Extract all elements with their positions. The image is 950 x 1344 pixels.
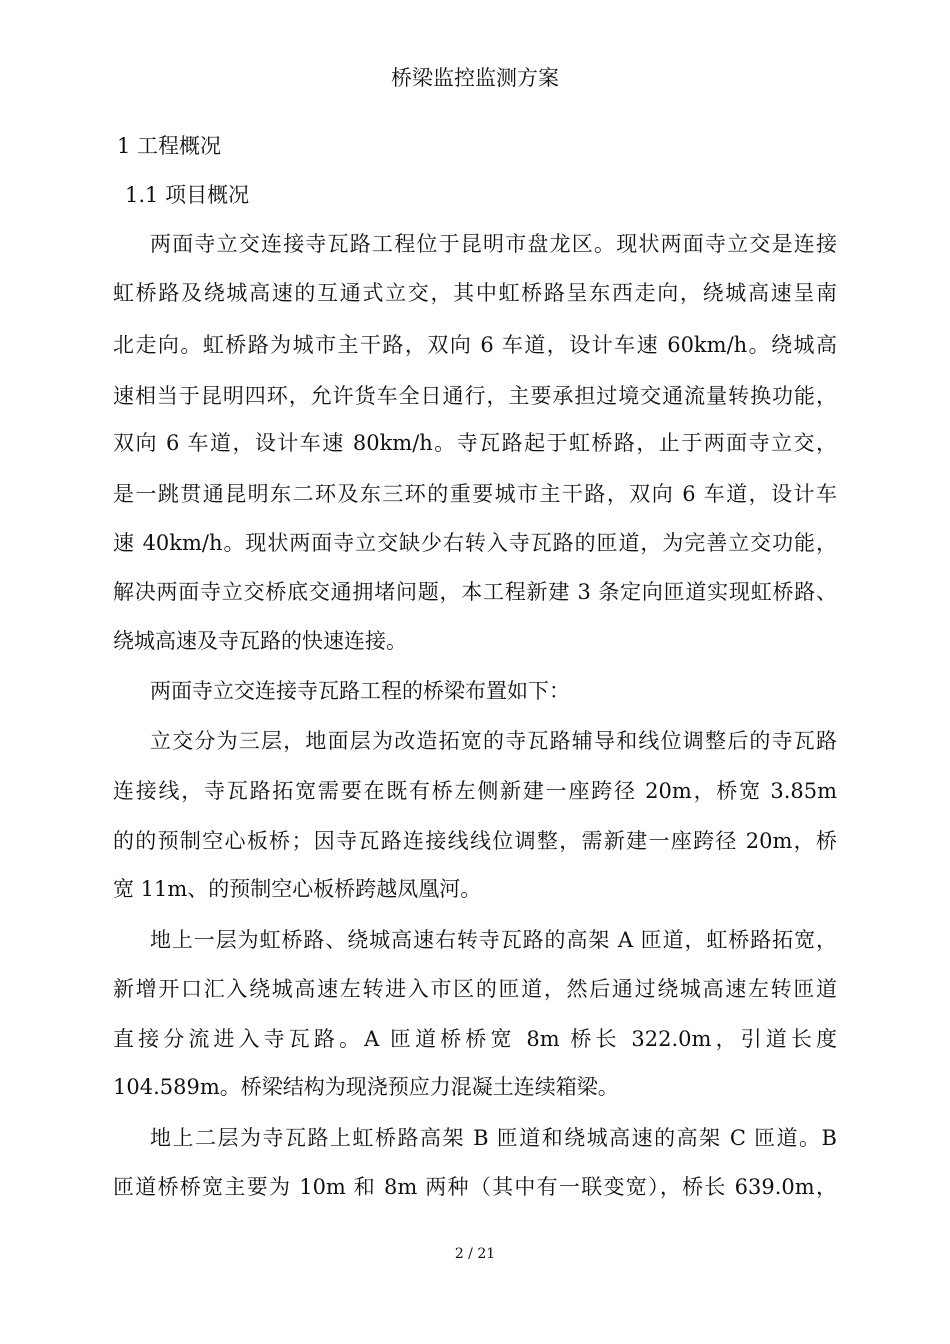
paragraph-line: 是一跳贯通昆明东二环及东三环的重要城市主干路，双向 6 车道，设计车: [113, 482, 837, 506]
paragraph-line: 立交分为三层，地面层为改造拓宽的寺瓦路辅导和线位调整后的寺瓦路: [150, 729, 837, 753]
paragraph-line: 地上一层为虹桥路、绕城高速右转寺瓦路的高架 A 匝道，虹桥路拓宽，: [150, 928, 837, 952]
paragraph-line: 两面寺立交连接寺瓦路工程位于昆明市盘龙区。现状两面寺立交是连接: [150, 232, 837, 256]
document-title: 桥梁监控监测方案: [391, 66, 559, 90]
paragraph-line: 地上二层为寺瓦路上虹桥路高架 B 匝道和绕城高速的高架 C 匝道。B: [150, 1126, 837, 1150]
paragraph-line: 两面寺立交连接寺瓦路工程的桥梁布置如下：: [150, 679, 570, 703]
paragraph-line: 北走向。虹桥路为城市主干路，双向 6 车道，设计车速 60km/h。绕城高: [113, 333, 837, 357]
paragraph-line: 的的预制空心板桥；因寺瓦路连接线线位调整，需新建一座跨径 20m，桥: [113, 829, 837, 853]
paragraph-line: 绕城高速及寺瓦路的快速连接。: [113, 629, 407, 653]
paragraph-line: 连接线，寺瓦路拓宽需要在既有桥左侧新建一座跨径 20m，桥宽 3.85m: [113, 779, 837, 803]
page-number: 2 / 21: [454, 1246, 496, 1262]
subsection-heading: 1.1 项目概况: [125, 183, 250, 207]
paragraph-line: 直接分流进入寺瓦路。A 匝道桥桥宽 8m 桥长 322.0m，引道长度: [113, 1027, 837, 1051]
paragraph-line: 匝道桥桥宽主要为 10m 和 8m 两种（其中有一联变宽），桥长 639.0m，: [113, 1175, 837, 1199]
paragraph-line: 双向 6 车道，设计车速 80km/h。寺瓦路起于虹桥路，止于两面寺立交，: [113, 431, 837, 455]
paragraph-line: 新增开口汇入绕城高速左转进入市区的匝道，然后通过绕城高速左转匝道: [113, 977, 837, 1001]
paragraph-line: 解决两面寺立交桥底交通拥堵问题，本工程新建 3 条定向匝道实现虹桥路、: [113, 580, 837, 604]
paragraph-line: 速 40km/h。现状两面寺立交缺少右转入寺瓦路的匝道，为完善立交功能，: [113, 531, 837, 555]
paragraph-line: 宽 11m、的预制空心板桥跨越凤凰河。: [113, 877, 482, 901]
paragraph-line: 速相当于昆明四环，允许货车全日通行，主要承担过境交通流量转换功能，: [113, 384, 837, 408]
paragraph-line: 104.589m。桥梁结构为现浇预应力混凝土连续箱梁。: [113, 1075, 619, 1099]
paragraph-line: 虹桥路及绕城高速的互通式立交，其中虹桥路呈东西走向，绕城高速呈南: [113, 281, 837, 305]
section-heading: 1 工程概况: [117, 134, 222, 158]
